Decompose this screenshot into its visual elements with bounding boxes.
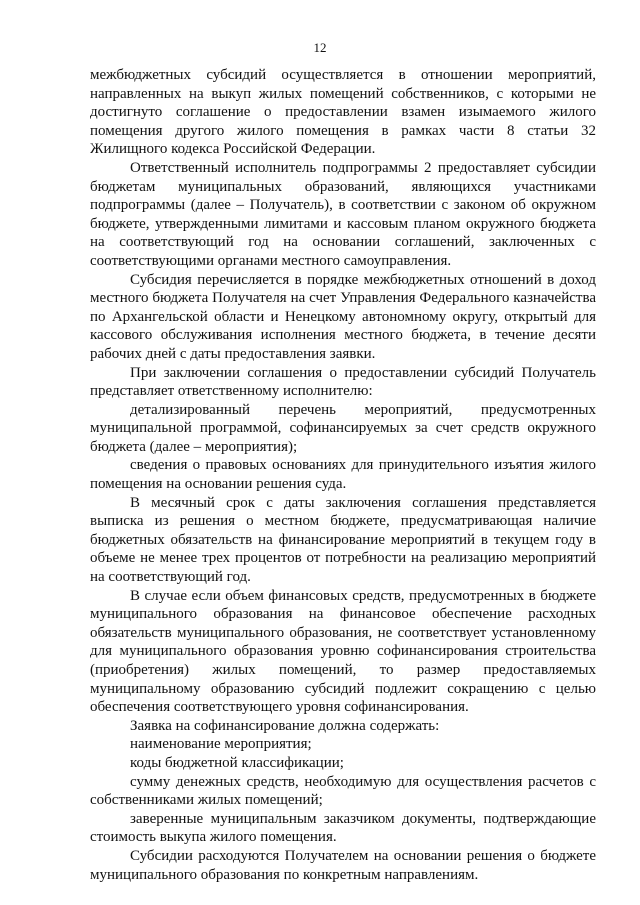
paragraph-cofinancing-reduction: В случае если объем финансовых средств, предусмотренных в бюджете муниципального образования на финансовое обеспечение расходных обязательств муниципального образования, не соответствует установленному для муниципального образования уровню софинансирования строительства (приобретения) жилых помещений, то размер предоставляемых муниципальному образованию субсидий подлежит сокращению с целью обеспечения соответствующего уровня софинансирования. bbox=[90, 587, 596, 716]
paragraph-subsidy-spending: Субсидии расходуются Получателем на основании решения о бюджете муниципального образования по конкретным направлениям. bbox=[90, 847, 596, 883]
paragraph-continuation: межбюджетных субсидий осуществляется в отношении мероприятий, направленных на выкуп жилых помещений собственников, с которыми не достигнуто соглашение о предоставлении взамен изымаемого жилого помещения другого жилого помещения в рамках части 8 статьи 32 Жилищного кодекса Российской Федерации. bbox=[90, 67, 596, 158]
list-item-certified-documents: заверенные муниципальным заказчиком документы, подтверждающие стоимость выкупа жилого помещения. bbox=[90, 810, 596, 846]
list-item-measure-name: наименование мероприятия; bbox=[130, 736, 312, 753]
list-item-measures-list: детализированный перечень мероприятий, предусмотренных муниципальной программой, софинансируемых за счет средств окружного бюджета (далее – мероприятия); bbox=[90, 401, 596, 455]
paragraph-budget-extract: В месячный срок с даты заключения соглашения представляется выписка из решения о местном бюджете, предусматривающая наличие бюджетных обязательств на финансирование мероприятий в текущем году в объеме не менее трех процентов от потребности на реализацию мероприятий на соответствующий год. bbox=[90, 494, 596, 586]
paragraph-application-contents: Заявка на софинансирование должна содержать: bbox=[130, 717, 440, 734]
paragraph-responsible-executor: Ответственный исполнитель подпрограммы 2 предоставляет субсидии бюджетам муниципальных образований, являющихся участниками подпрограммы (далее – Получатель), в соответствии с законом об окружном бюджете, утвержденными лимитами и кассовым планом окружного бюджета на соответствующий год на основании соглашений, заключенных с соответствующими органами местного самоуправления. bbox=[90, 159, 596, 269]
paragraph-agreement-conditions: При заключении соглашения о предоставлении субсидий Получатель представляет ответственному исполнителю: bbox=[90, 364, 596, 400]
document-body bbox=[90, 66, 596, 884]
list-item-funds-amount: сумму денежных средств, необходимую для осуществления расчетов с собственниками жилых помещений; bbox=[90, 773, 596, 809]
list-item-legal-grounds: сведения о правовых основаниях для принудительного изъятия жилого помещения на основании решения суда. bbox=[90, 457, 596, 493]
page-number: 12 bbox=[313, 40, 327, 55]
list-item-budget-codes: коды бюджетной классификации; bbox=[130, 754, 344, 771]
paragraph-subsidy-transfer: Субсидия перечисляется в порядке межбюджетных отношений в доход местного бюджета Получателя на счет Управления Федерального казначейства по Архангельской области и Ненецкому автономному округу, открытый для кассового обслуживания исполнения местного бюджета, в течение десяти рабочих дней с даты предоставления заявки. bbox=[90, 271, 596, 362]
